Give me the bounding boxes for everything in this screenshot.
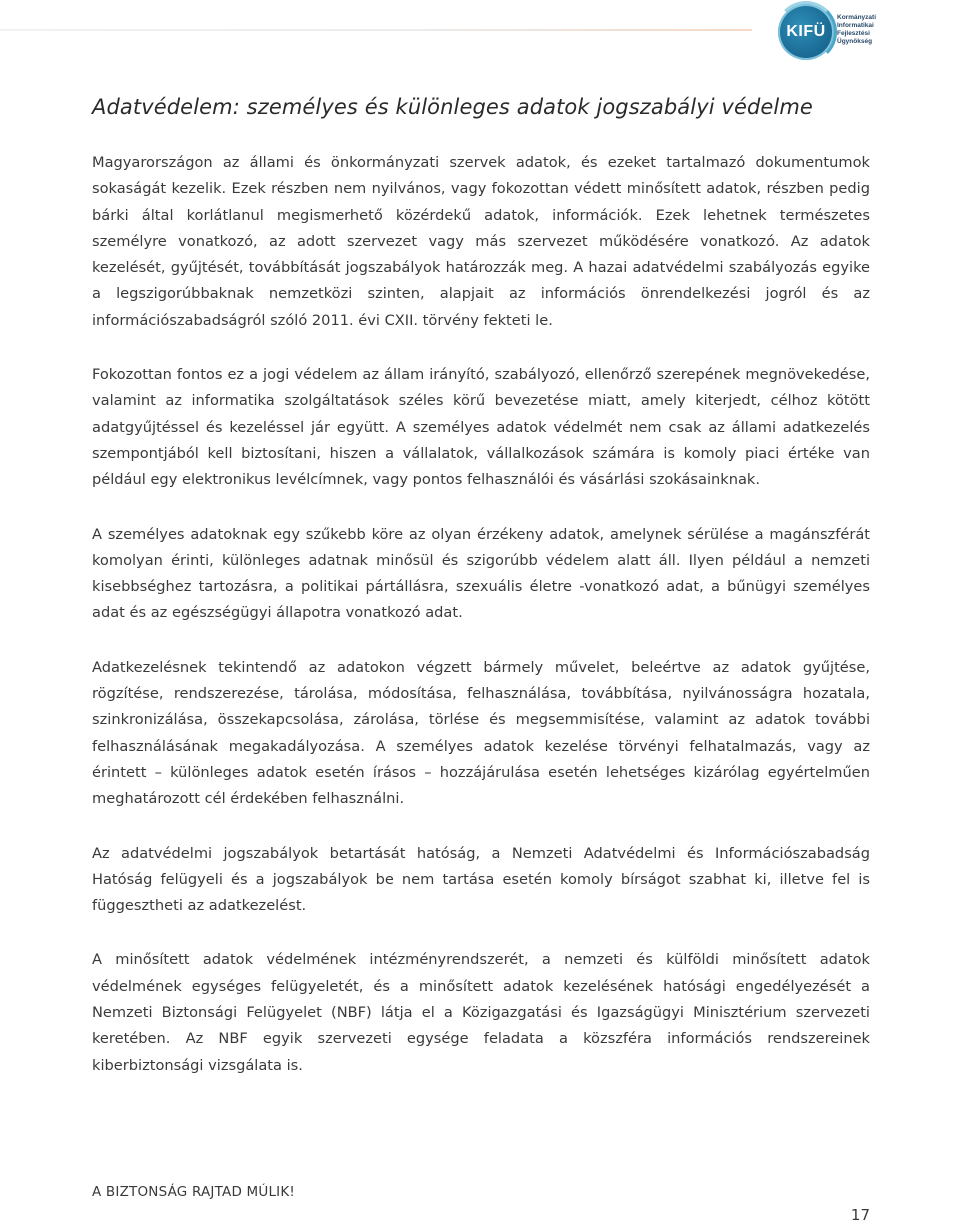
body-text — [92, 150, 870, 1107]
logo-line: Ügynökség — [837, 38, 873, 45]
paragraph: Fokozottan fontos ez a jogi védelem az állam irányító, szabályozó, ellenőrző szerepének megnövekedése, valamint az informatika szolgáltatások széles körű bevezetése miatt, amely kiterjedt, célhoz kötött adatgyűjtéssel és kezeléssel jár együtt. A személyes adatok védelmét nem csak az állami adatkezelés szempontjából kell biztosítani, hiszen a vállalatok, vállalkozások számára is komoly piaci értéke van például egy elektronikus levélcímnek, vagy pontos felhasználói és vásárlási szokásainknak. — [92, 366, 870, 489]
logo-line: Informatikai — [837, 22, 874, 29]
paragraph: Az adatvédelmi jogszabályok betartását hatóság, a Nemzeti Adatvédelmi és Információszabadság Hatóság felügyeli és a jogszabályok be nem tartása esetén komoly bírságot szabhat ki, illetve fel is függesztheti az adatkezelést. — [92, 844, 870, 915]
logo-mark: KIFÜ — [786, 23, 826, 40]
page-title: Adatvédelem: személyes és különleges adatok jogszabályi védelme — [92, 95, 813, 119]
paragraph: Adatkezelésnek tekintendő az adatokon végzett bármely művelet, beleértve az adatok gyűjtése, rögzítése, rendszerezése, tárolása, módosítása, felhasználása, továbbítása, nyilvánosságra hozatala, szinkronizálása, összekapcsolása, zárolása, törlése és megsemmisítése, valamint az adatok további felhasználásának megakadályozása. A személyes adatok kezelése törvényi felhatalmazás, vagy az érintett – különleges adatok esetén írásos – hozzájárulása esetén lehetséges kizárólag egyértelműen meghatározott cél érdekében felhasználni. — [92, 658, 870, 808]
page-number: 17 — [850, 1206, 870, 1224]
paragraph: Magyarországon az állami és önkormányzati szervek adatok, és ezeket tartalmazó dokumentumok sokaságát kezelik. Ezek részben nem nyilvános, vagy fokozottan védett minősített adatok, részben pedig bárki által korlátlanul megismerhető közérdekű adatok, információk. Ezek lehetnek természetes személyre vonatkozó, az adott szervezet vagy más szervezet működésére vonatkozó. Az adatok kezelését, gyűjtését, továbbítását jogszabályok határozzák meg. A hazai adatvédelmi szabályozás egyike a legszigorúbbaknak nemzetközi szinten, alapjait az információs önrendelkezési jogról és az információszabadságról szóló 2011. évi CXII. törvény fekteti le. — [92, 154, 870, 329]
logo-subtitle — [837, 14, 876, 46]
logo-line: Fejlesztési — [837, 30, 870, 37]
footer-slogan: A BIZTONSÁG RAJTAD MÚLIK! — [92, 1184, 296, 1200]
kifu-logo — [778, 4, 898, 62]
logo-line: Kormányzati — [837, 14, 877, 21]
paragraph: A minősített adatok védelmének intézményrendszerét, a nemzeti és külföldi minősített adatok védelmének egységes felügyeletét, és a minősített adatok kezelésének hatósági engedélyezését a Nemzeti Biztonsági Felügyelet (NBF) látja el a Közigazgatási és Igazságügyi Minisztérium szervezeti keretében. Az NBF egyik szervezeti egysége feladata a közszféra információs rendszereinek kiberbiztonsági vizsgálata is. — [92, 951, 870, 1074]
header-rule — [0, 29, 752, 31]
paragraph: A személyes adatoknak egy szűkebb köre az olyan érzékeny adatok, amelynek sérülése a magánszférát komolyan érinti, különleges adatnak minősül és szigorúbb védelem alatt áll. Ilyen például a nemzeti kisebbséghez tartozásra, a politikai pártállásra, szexuális életre -vonatkozó adat, a bűnügyi személyes adat és az egészségügyi állapotra vonatkozó adat. — [92, 525, 870, 622]
